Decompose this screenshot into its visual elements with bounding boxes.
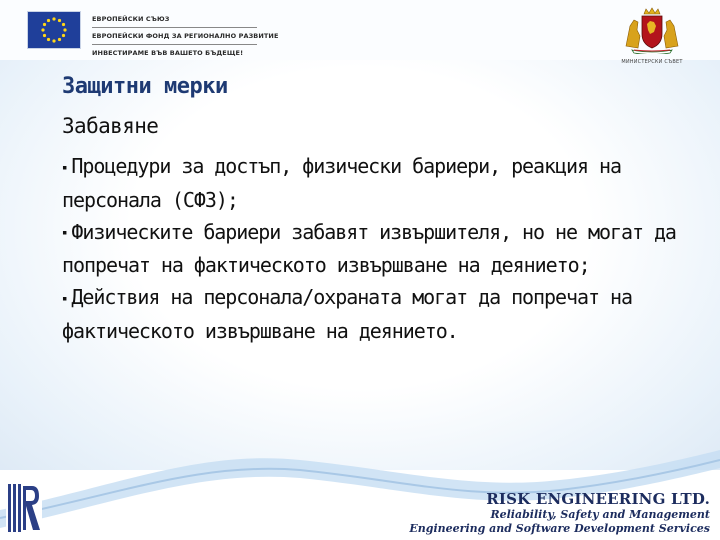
bullet-marker-icon: ▪ bbox=[62, 293, 68, 304]
slide-subtitle: Забавяне bbox=[62, 114, 159, 138]
divider bbox=[92, 44, 257, 45]
bullet-text: Действия на персонала/охраната могат да попречат на фактическото извършване на деянието. bbox=[62, 285, 632, 343]
eu-union-label: ЕВРОПЕЙСКИ СЪЮЗ bbox=[92, 15, 170, 23]
list-item bbox=[62, 150, 682, 216]
company-name: RISK ENGINEERING LTD. bbox=[486, 490, 710, 508]
coat-of-arms-icon bbox=[620, 6, 684, 54]
coat-of-arms-caption: МИНИСТЕРСКИ СЪВЕТ bbox=[621, 59, 683, 65]
company-services: Engineering and Software Development Services bbox=[409, 522, 710, 535]
bullet-list bbox=[62, 150, 682, 347]
divider bbox=[92, 27, 257, 28]
eu-logo bbox=[28, 12, 279, 60]
company-tagline: Reliability, Safety and Management bbox=[490, 508, 710, 521]
bullet-marker-icon: ▪ bbox=[62, 228, 68, 238]
list-item bbox=[62, 216, 682, 282]
list-item bbox=[62, 281, 682, 347]
coat-of-arms bbox=[618, 6, 686, 65]
eu-slogan-label: ИНВЕСТИРАМЕ ВЪВ ВАШЕТО БЪДЕЩЕ! bbox=[92, 49, 244, 57]
company-block bbox=[409, 490, 710, 536]
risk-engineering-logo-icon bbox=[6, 482, 42, 534]
eu-fund-label: ЕВРОПЕЙСКИ ФОНД ЗА РЕГИОНАЛНО РАЗВИТИЕ bbox=[92, 32, 279, 40]
eu-text-block bbox=[92, 12, 279, 60]
eu-flag-icon bbox=[28, 12, 80, 48]
bullet-marker-icon: ▪ bbox=[62, 162, 68, 173]
bullet-text: Физическите бариери забавят извършителя, но не могат да попречат на фактическото извършване на деянието; bbox=[62, 219, 676, 277]
slide-title: Защитни мерки bbox=[62, 74, 228, 99]
bullet-text: Процедури за достъп, физически бариери, реакция на персонала (СФЗ); bbox=[62, 154, 621, 212]
